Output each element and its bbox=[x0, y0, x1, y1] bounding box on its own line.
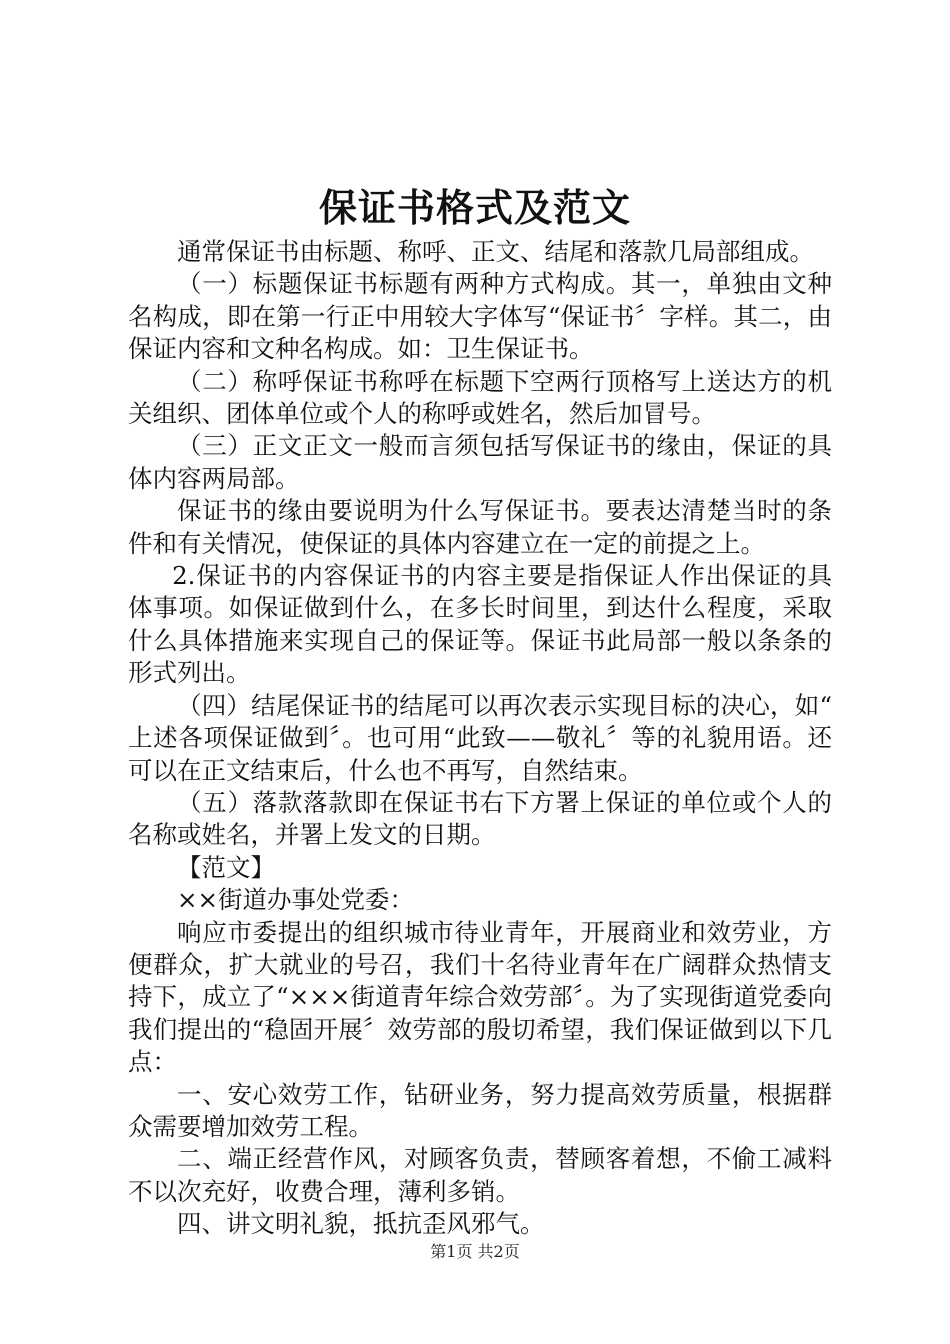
document-title: 保证书格式及范文 bbox=[318, 185, 631, 230]
paragraph-body-section: （三）正文正文一般而言须包括写保证书的缘由，保证的具体内容两局部。 bbox=[128, 431, 832, 493]
paragraph-title-section: （一）标题保证书标题有两种方式构成。其一，单独由文种名构成，即在第一行正中用较大字体写“保证书〞字样。其二，由保证内容和文种名构成。如：卫生保证书。 bbox=[128, 269, 832, 364]
paragraph-content: 2.保证书的内容保证书的内容主要是指保证人作出保证的具体事项。如保证做到什么，在多长时间里，到达什么程度，采取什么具体措施来实现自己的保证等。保证书此局部一般以条条的形式列出。 bbox=[128, 561, 832, 688]
paragraph-signature-section: （五）落款落款即在保证书右下方署上保证的单位或个人的名称或姓名，并署上发文的日期。 bbox=[128, 787, 832, 850]
paragraph-intro: 通常保证书由标题、称呼、正文、结尾和落款几局部组成。 bbox=[177, 237, 814, 266]
document-body bbox=[128, 236, 832, 1241]
paragraph-sample-item-4: 四、讲文明礼貌，抵抗歪风邪气。 bbox=[177, 1209, 545, 1239]
paragraph-sample-body: 响应市委提出的组织城市待业青年，开展商业和效劳业，方便群众，扩大就业的号召，我们十名待业青年在广阔群众热情支持下，成立了“×××街道青年综合效劳部〞。为了实现街道党委向我们提出的“稳固开展〞效劳部的殷切希望，我们保证做到以下几点： bbox=[128, 917, 832, 1077]
paragraph-sample-item-1: 一、安心效劳工作，钻研业务，努力提高效劳质量，根据群众需要增加效劳工程。 bbox=[128, 1079, 832, 1141]
paragraph-ending-section: （四）结尾保证书的结尾可以再次表示实现目标的决心，如“上述各项保证做到〞。也可用“此致——敬礼〞等的礼貌用语。还可以在正文结束后，什么也不再写，自然结束。 bbox=[128, 690, 832, 785]
paragraph-reason: 保证书的缘由要说明为什么写保证书。要表达清楚当时的条件和有关情况，使保证的具体内容建立在一定的前提之上。 bbox=[128, 496, 832, 558]
paragraph-sample-heading: 【范文】 bbox=[177, 852, 275, 882]
paragraph-sample-item-2: 二、端正经营作风，对顾客负责，替顾客着想，不偷工减料不以次充好，收费合理，薄利多销。 bbox=[128, 1144, 832, 1206]
paragraph-sample-salutation: ××街道办事处党委： bbox=[177, 885, 415, 915]
page-footer: 第1页 共2页 bbox=[430, 1242, 520, 1261]
paragraph-salutation-section: （二）称呼保证书称呼在标题下空两行顶格写上送达方的机关组织、团体单位或个人的称呼或姓名，然后加冒号。 bbox=[128, 366, 832, 429]
